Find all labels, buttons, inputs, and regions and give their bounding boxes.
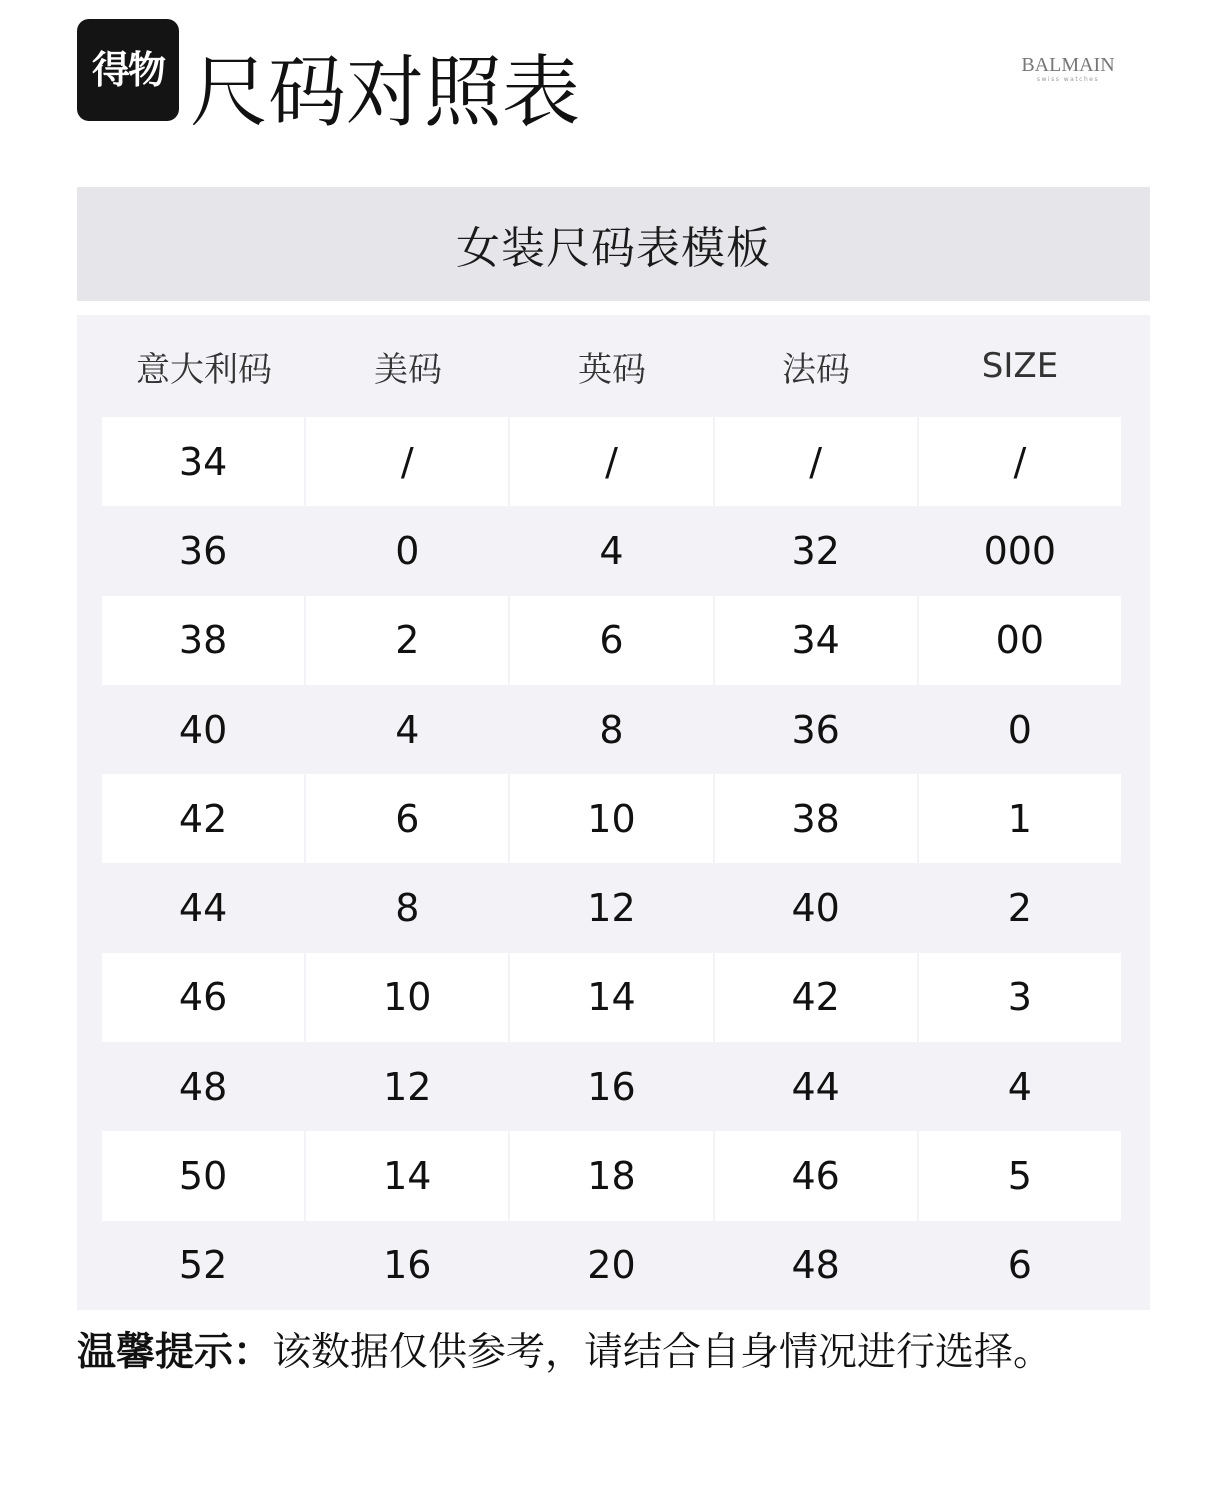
table-cell: 2 xyxy=(306,596,508,685)
table-row xyxy=(102,774,1123,863)
table-title-band xyxy=(77,187,1150,301)
table-body xyxy=(102,417,1123,1310)
table-cell: 46 xyxy=(102,953,304,1042)
table-row xyxy=(102,506,1123,595)
table-row xyxy=(102,863,1123,952)
table-cell: 000 xyxy=(919,506,1121,595)
table-cell: 34 xyxy=(715,596,917,685)
table-row xyxy=(102,417,1123,506)
brand-logo xyxy=(1010,54,1126,84)
table-cell: 14 xyxy=(510,953,712,1042)
table-cell: 50 xyxy=(102,1131,304,1220)
table-cell: 16 xyxy=(306,1221,508,1310)
table-cell: 42 xyxy=(102,774,304,863)
table-cell: 16 xyxy=(510,1042,712,1131)
table-cell: 48 xyxy=(715,1221,917,1310)
table-cell: 0 xyxy=(306,506,508,595)
table-cell: 42 xyxy=(715,953,917,1042)
table-cell: / xyxy=(715,417,917,506)
footer-tip xyxy=(77,1326,1052,1380)
column-header-us: 美码 xyxy=(374,349,442,390)
table-cell: 38 xyxy=(715,774,917,863)
table-cell: 12 xyxy=(510,863,712,952)
table-cell: 32 xyxy=(715,506,917,595)
table-row xyxy=(102,953,1123,1042)
table-cell: / xyxy=(919,417,1121,506)
brand-name: BALMAIN xyxy=(1021,54,1115,76)
column-header-france: 法码 xyxy=(782,349,850,390)
table-cell: 36 xyxy=(102,506,304,595)
table-cell: 0 xyxy=(919,685,1121,774)
table-header-row xyxy=(102,315,1123,417)
table-cell: 8 xyxy=(306,863,508,952)
table-row xyxy=(102,1131,1123,1220)
table-cell: 20 xyxy=(510,1221,712,1310)
table-cell: 4 xyxy=(919,1042,1121,1131)
table-cell: 3 xyxy=(919,953,1121,1042)
table-cell: 34 xyxy=(102,417,304,506)
table-cell: 46 xyxy=(715,1131,917,1220)
table-cell: 10 xyxy=(510,774,712,863)
table-cell: 52 xyxy=(102,1221,304,1310)
table-cell: 6 xyxy=(510,596,712,685)
table-cell: 44 xyxy=(715,1042,917,1131)
tip-text: 该数据仅供参考，请结合自身情况进行选择。 xyxy=(272,1330,1053,1375)
table-cell: 40 xyxy=(102,685,304,774)
table-cell: 6 xyxy=(919,1221,1121,1310)
table-title: 女装尺码表模板 xyxy=(456,223,771,274)
table-cell: 4 xyxy=(510,506,712,595)
page-title: 尺码对照表 xyxy=(190,48,581,138)
column-header-italy: 意大利码 xyxy=(136,349,272,390)
table-cell: 40 xyxy=(715,863,917,952)
table-row xyxy=(102,596,1123,685)
table-cell: 36 xyxy=(715,685,917,774)
table-cell: 10 xyxy=(306,953,508,1042)
table-cell: 4 xyxy=(306,685,508,774)
table-cell: 8 xyxy=(510,685,712,774)
table-row xyxy=(102,685,1123,774)
table-cell: 18 xyxy=(510,1131,712,1220)
table-row xyxy=(102,1221,1123,1310)
size-table xyxy=(77,315,1150,1310)
tip-label: 温馨提示： xyxy=(77,1330,273,1375)
table-cell: 38 xyxy=(102,596,304,685)
table-cell: 00 xyxy=(919,596,1121,685)
table-cell: 6 xyxy=(306,774,508,863)
app-logo-text: 得物 xyxy=(91,48,164,92)
table-cell: 1 xyxy=(919,774,1121,863)
table-cell: / xyxy=(510,417,712,506)
table-cell: 5 xyxy=(919,1131,1121,1220)
table-cell: / xyxy=(306,417,508,506)
table-cell: 44 xyxy=(102,863,304,952)
table-cell: 14 xyxy=(306,1131,508,1220)
table-row xyxy=(102,1042,1123,1131)
column-header-size: SIZE xyxy=(981,346,1059,386)
app-logo xyxy=(77,19,179,121)
column-header-uk: 英码 xyxy=(578,349,646,390)
table-cell: 48 xyxy=(102,1042,304,1131)
table-cell: 2 xyxy=(919,863,1121,952)
table-cell: 12 xyxy=(306,1042,508,1131)
brand-subtitle: swiss watches xyxy=(1036,76,1100,83)
